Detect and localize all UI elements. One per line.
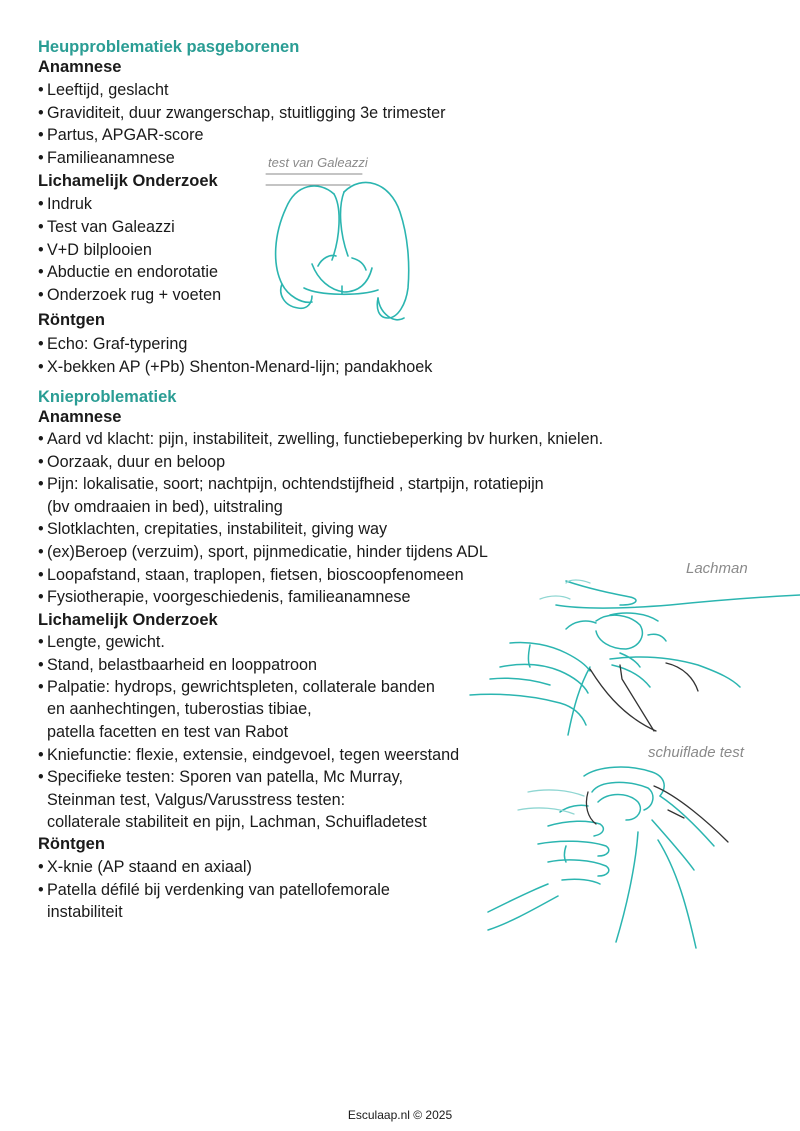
list-item: • Graviditeit, duur zwangerschap, stuitligging 3e trimester xyxy=(38,104,446,122)
list-item-continuation: instabiliteit xyxy=(47,903,123,921)
hip-anamnese-heading: Anamnese xyxy=(38,58,122,76)
drawer-test-caption: schuiflade test xyxy=(648,744,744,761)
list-item: • Specifieke testen: Sporen van patella, Mc Murray, xyxy=(38,768,403,786)
list-item: • Partus, APGAR-score xyxy=(38,126,204,144)
list-item: • V+D bilplooien xyxy=(38,241,152,259)
list-item: • (ex)Beroep (verzuim), sport, pijnmedicatie, hinder tijdens ADL xyxy=(38,543,488,561)
footer-copyright: Esculaap.nl © 2025 xyxy=(347,1108,453,1122)
list-item: • Palpatie: hydrops, gewrichtspleten, collaterale banden xyxy=(38,678,435,696)
lachman-illustration xyxy=(470,575,800,745)
drawer-test-illustration xyxy=(488,762,800,952)
list-item-continuation: en aanhechtingen, tuberostias tibiae, xyxy=(47,700,312,718)
hip-xray-heading: Röntgen xyxy=(38,311,105,329)
knee-exam-heading: Lichamelijk Onderzoek xyxy=(38,611,218,629)
list-item-continuation: collaterale stabiliteit en pijn, Lachman, Schuifladetest xyxy=(47,813,427,831)
list-item: • Patella défilé bij verdenking van patellofemorale xyxy=(38,881,390,899)
list-item: • Kniefunctie: flexie, extensie, eindgevoel, tegen weerstand xyxy=(38,746,460,764)
hip-exam-heading: Lichamelijk Onderzoek xyxy=(38,172,218,190)
list-item: • Slotklachten, crepitaties, instabiliteit, giving way xyxy=(38,520,388,538)
list-item: • Fysiotherapie, voorgeschiedenis, familieanamnese xyxy=(38,588,411,606)
list-item-continuation: patella facetten en test van Rabot xyxy=(47,723,289,741)
knee-section-title: Knieproblematiek xyxy=(38,388,177,406)
hip-section-title: Heupproblematiek pasgeborenen xyxy=(38,38,300,56)
list-item: • Pijn: lokalisatie, soort; nachtpijn, ochtendstijfheid , startpijn, rotatiepijn xyxy=(38,475,544,493)
list-item: • Onderzoek rug + voeten xyxy=(38,286,222,304)
list-item: • Stand, belastbaarheid en looppatroon xyxy=(38,656,318,674)
list-item: • Abductie en endorotatie xyxy=(38,263,218,281)
list-item-continuation: (bv omdraaien in bed), uitstraling xyxy=(47,498,283,516)
list-item: • Indruk xyxy=(38,195,92,213)
list-item: • Familieanamnese xyxy=(38,149,175,167)
list-item: • Aard vd klacht: pijn, instabiliteit, zwelling, functiebeperking bv hurken, knielen. xyxy=(38,430,604,448)
list-item: • Lengte, gewicht. xyxy=(38,633,165,651)
lachman-caption: Lachman xyxy=(686,560,748,577)
list-item: • Leeftijd, geslacht xyxy=(38,81,169,99)
knee-anamnese-heading: Anamnese xyxy=(38,408,122,426)
knee-xray-heading: Röntgen xyxy=(38,835,105,853)
list-item: • Test van Galeazzi xyxy=(38,218,175,236)
list-item: • Loopafstand, staan, traplopen, fietsen, bioscoopfenomeen xyxy=(38,566,464,584)
list-item: • X-knie (AP staand en axiaal) xyxy=(38,858,252,876)
list-item: • X-bekken AP (+Pb) Shenton-Menard-lijn; pandakhoek xyxy=(38,358,433,376)
list-item: • Oorzaak, duur en beloop xyxy=(38,453,226,471)
list-item-continuation: Steinman test, Valgus/Varusstress testen: xyxy=(47,791,346,809)
list-item: • Echo: Graf-typering xyxy=(38,335,188,353)
galeazzi-illustration xyxy=(260,168,420,328)
galeazzi-caption: test van Galeazzi xyxy=(268,155,368,170)
